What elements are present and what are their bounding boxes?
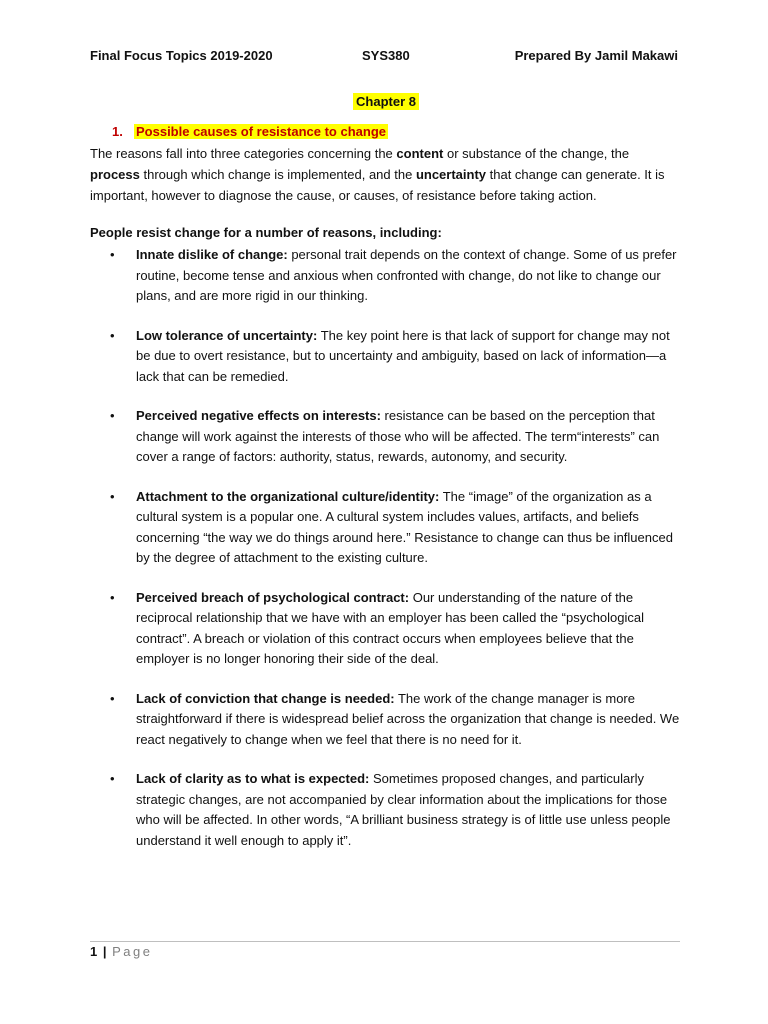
intro-text-4: that change can generate. It is important, however to diagnose the cause, or causes, of resistance before taking action. xyxy=(90,167,665,203)
item-term: Attachment to the organizational culture/identity: xyxy=(136,488,440,504)
page-label: Page xyxy=(112,944,153,959)
item-text: The work of the change manager is more straightforward if there is widespread belief across the organization that change is needed. We react negatively to change when we feel that there is no need for it. xyxy=(136,690,680,747)
item-term: Perceived negative effects on interests: xyxy=(136,408,381,423)
item-text: Our understanding of the nature of the reciprocal relationship that we have with an employer has been called the “psychological contract”. A breach or violation of this contract occurs when employees believe that the employer is no longer honoring their side of the deal. xyxy=(136,589,645,666)
bullet-icon: • xyxy=(110,408,115,423)
section-number: 1. xyxy=(112,124,123,139)
item-term: Perceived breach of psychological contract: xyxy=(136,589,410,605)
item-text: personal trait depends on the context of change. Some of us prefer routine, become tense and anxious when confronted with change, do not like to change our plans, and are more rigid in our thinking. xyxy=(136,247,677,303)
list-item xyxy=(110,769,684,851)
list-item xyxy=(110,487,684,569)
header-course-code: SYS380 xyxy=(362,48,410,63)
list-item xyxy=(110,406,684,468)
footer-divider xyxy=(90,941,680,942)
intro-text-1: The reasons fall into three categories concerning the xyxy=(90,146,397,161)
item-term: Innate dislike of change: xyxy=(136,247,288,262)
bullet-icon: • xyxy=(110,771,115,786)
header-course-topics: Final Focus Topics 2019-2020 xyxy=(90,48,273,63)
item-text: The “image” of the organization as a cultural system is a popular one. A cultural system includes values, artifacts, and beliefs concerning “the way we do things around here.” Resistance to change can thus be influenced by the degree of attachment to the existing culture. xyxy=(136,488,673,565)
bullet-icon: • xyxy=(110,589,115,605)
item-term: Low tolerance of uncertainty: xyxy=(136,327,318,343)
item-text: resistance can be based on the perception that change will work against the interests of those who will be affected. The term“interests” can cover a range of factors: authority, status, rewards, autonomy, and security. xyxy=(136,408,660,464)
list-item xyxy=(110,588,684,670)
list-lead-heading: People resist change for a number of reasons, including: xyxy=(90,225,442,240)
list-item xyxy=(110,326,684,388)
section-title: Possible causes of resistance to change xyxy=(136,124,386,139)
chapter-heading: Chapter 8 xyxy=(353,93,419,110)
page-header xyxy=(90,48,678,66)
intro-bold-uncertainty: uncertainty xyxy=(415,167,487,182)
reasons-list xyxy=(110,245,684,870)
intro-text-3: through which change is implemented, and the xyxy=(139,167,416,182)
bullet-icon: • xyxy=(110,690,115,706)
intro-paragraph xyxy=(90,143,680,206)
list-item xyxy=(110,245,684,307)
chapter-heading-row xyxy=(0,93,768,111)
list-item xyxy=(110,689,684,751)
item-term: Lack of conviction that change is needed: xyxy=(136,690,395,706)
bullet-icon: • xyxy=(110,247,115,262)
page-footer xyxy=(90,944,153,959)
item-text: Sometimes proposed changes, and particularly strategic changes, are not accompanied by clear information about the implications for those who will be affected. In other words, “A brilliant business strategy is of little use unless people understand it well enough to apply it”. xyxy=(136,771,671,848)
page-number: 1 xyxy=(90,944,98,959)
item-text: The key point here is that lack of support for change may not be due to overt resistance, but to uncertainty and ambiguity, based on lack of information—a lack that can be remedied. xyxy=(136,327,670,384)
bullet-icon: • xyxy=(110,488,115,504)
footer-separator: | xyxy=(102,944,107,959)
bullet-icon: • xyxy=(110,327,115,343)
section-heading xyxy=(112,124,388,139)
item-term: Lack of clarity as to what is expected: xyxy=(136,771,370,786)
intro-text-2: or substance of the change, the xyxy=(443,146,630,161)
intro-bold-process: process xyxy=(90,167,140,182)
header-author: Prepared By Jamil Makawi xyxy=(514,48,678,63)
intro-bold-content: content xyxy=(396,146,444,161)
